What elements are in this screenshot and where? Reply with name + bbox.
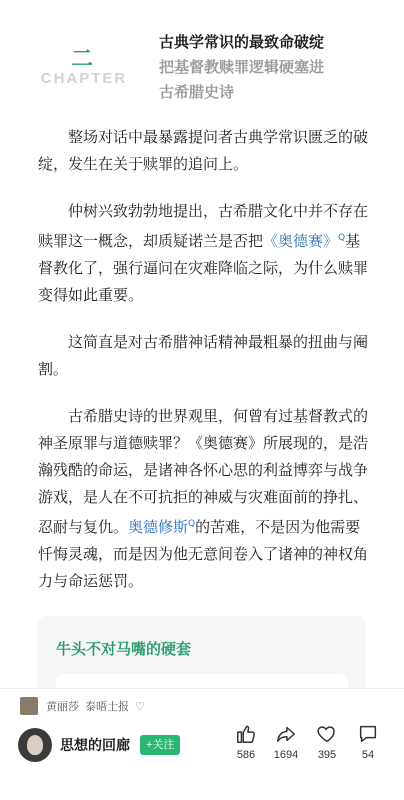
section-card-title: 牛头不对马嘴的硬套 [56, 640, 192, 658]
image-credit [20, 697, 145, 715]
like-count: 586 [236, 749, 256, 761]
chapter-number: 二 [70, 47, 95, 72]
odyssey-link[interactable]: 《奥德赛》 [263, 232, 339, 250]
action-bar [226, 723, 396, 773]
follow-button[interactable]: +关注 [140, 735, 180, 755]
favorite-button[interactable] [307, 723, 347, 761]
credit-thumbnail [20, 697, 38, 715]
comment-icon [357, 723, 379, 745]
avatar[interactable] [18, 728, 52, 762]
paragraph-2-text-b: 基督教化了，强行逼问在灾难降临之际，为什么赎罪变得如此重要。 [38, 232, 369, 304]
like-button[interactable] [226, 723, 266, 761]
chapter-subtitle-line2: 古希腊史诗 [159, 83, 235, 101]
favorite-count: 395 [317, 749, 337, 761]
article-body [38, 124, 368, 615]
share-arrow-icon [275, 723, 297, 745]
paragraph-3: 这简直是对古希腊神话精神最粗暴的扭曲与阉割。 [38, 333, 369, 378]
chapter-title: 古典学常识的最致命破绽 [159, 33, 325, 51]
author-name[interactable]: 思想的回廊 [60, 738, 130, 754]
search-icon[interactable]: Q [338, 233, 346, 243]
chapter-subtitle-line1: 把基督教赎罪逻辑硬塞进 [159, 58, 325, 76]
paragraph-4-text-a: 古希腊史诗的世界观里，何曾有过基督教式的神圣原罪与道德赎罪？《奥德赛》所展现的，是浩瀚残酷的命运，是诸神各怀心思的利益博弈与战争游戏，是人在不可抗拒的神威与灾难面前的挣扎、忍耐与复仇。 [38, 407, 369, 536]
bottom-bar [0, 688, 404, 800]
thumbs-up-icon [235, 723, 257, 745]
comment-count: 54 [361, 749, 375, 761]
chapter-titles [159, 30, 391, 105]
paragraph-2 [38, 198, 368, 309]
odysseus-link[interactable]: 奥德修斯 [128, 518, 189, 536]
paragraph-1: 整场对话中最暴露提问者古典学常识匮乏的破绽，发生在关于赎罪的追问上。 [38, 128, 369, 173]
comment-button[interactable] [348, 723, 388, 761]
heart-icon [316, 723, 338, 745]
paragraph-4 [38, 403, 368, 595]
paragraph-2-text-a: 仲树兴致勃勃地提出，古希腊文化中并不存在赎罪这一概念，却质疑诺兰是否把 [38, 202, 369, 250]
chapter-header [0, 0, 404, 118]
heart-icon[interactable]: ♡ [135, 699, 145, 713]
search-icon[interactable]: Q [188, 519, 196, 529]
chapter-label: CHAPTER [40, 70, 128, 87]
share-count: 1694 [273, 749, 299, 761]
credit-source: 泰晤士报 [85, 700, 129, 713]
author-row [18, 727, 180, 763]
paragraph-4-text-b: 的苦难，不是因为他需要忏悔灵魂，而是因为他无意间卷入了诸神的神权角力与命运惩罚。 [38, 518, 369, 590]
credit-name: 黄丽莎 [46, 700, 79, 713]
share-button[interactable] [266, 723, 306, 761]
